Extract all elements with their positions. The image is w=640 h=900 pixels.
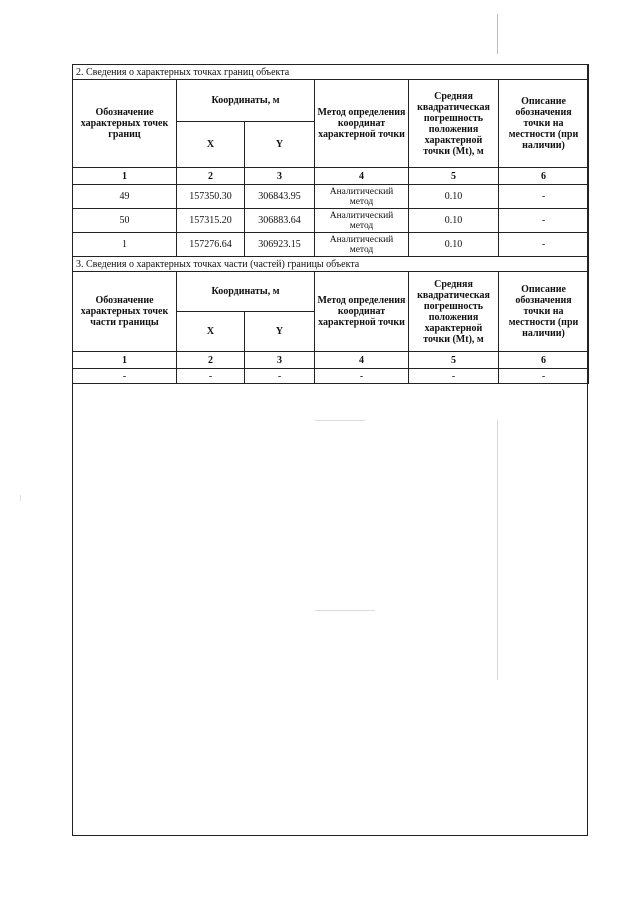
- table-row: [73, 209, 589, 233]
- coord-y: 306923.15: [245, 233, 315, 257]
- header-description: Описание обозначения точки на местности (при наличии): [499, 272, 589, 352]
- header-designation: Обозначение характерных точек части границы: [73, 272, 177, 352]
- header-x: X: [177, 312, 245, 352]
- scan-artifact: [20, 495, 21, 501]
- error: 0.10: [409, 185, 499, 209]
- col-number: 4: [315, 352, 409, 369]
- col-number: 2: [177, 352, 245, 369]
- header-method: Метод определения координат характерной точки: [315, 80, 409, 168]
- scan-artifact: [497, 420, 498, 680]
- method: Аналитический метод: [315, 233, 409, 257]
- point-id: -: [73, 369, 177, 384]
- col-number: 3: [245, 168, 315, 185]
- table-row: [73, 233, 589, 257]
- boundary-points-table: [72, 64, 589, 257]
- description: -: [499, 209, 589, 233]
- boundary-part-points-table: [72, 256, 589, 384]
- col-number: 5: [409, 352, 499, 369]
- header-error: Средняя квадратическая погрешность положения характерной точки (Mt), м: [409, 80, 499, 168]
- point-id: 49: [73, 185, 177, 209]
- header-x: X: [177, 122, 245, 168]
- col-number: 3: [245, 352, 315, 369]
- scan-artifact: [497, 14, 498, 54]
- error: 0.10: [409, 209, 499, 233]
- method: Аналитический метод: [315, 185, 409, 209]
- col-number: 4: [315, 168, 409, 185]
- error: 0.10: [409, 233, 499, 257]
- col-number: 6: [499, 168, 589, 185]
- header-coords: Координаты, м: [177, 272, 315, 312]
- description: -: [499, 369, 589, 384]
- header-coords: Координаты, м: [177, 80, 315, 122]
- point-id: 50: [73, 209, 177, 233]
- scan-artifact: [315, 610, 375, 611]
- section-title: 3. Сведения о характерных точках части (частей) границы объекта: [73, 257, 589, 272]
- col-number: 2: [177, 168, 245, 185]
- header-error: Средняя квадратическая погрешность положения характерной точки (Mt), м: [409, 272, 499, 352]
- coord-y: 306883.64: [245, 209, 315, 233]
- coord-x: 157276.64: [177, 233, 245, 257]
- header-method: Метод определения координат характерной точки: [315, 272, 409, 352]
- method: Аналитический метод: [315, 209, 409, 233]
- header-y: Y: [245, 312, 315, 352]
- col-number: 5: [409, 168, 499, 185]
- method: -: [315, 369, 409, 384]
- error: -: [409, 369, 499, 384]
- coord-x: 157350.30: [177, 185, 245, 209]
- table-row: [73, 185, 589, 209]
- description: -: [499, 185, 589, 209]
- col-number: 1: [73, 168, 177, 185]
- coord-y: 306843.95: [245, 185, 315, 209]
- table-row: [73, 369, 589, 384]
- header-designation: Обозначение характерных точек границ: [73, 80, 177, 168]
- scan-artifact: [315, 420, 365, 421]
- description: -: [499, 233, 589, 257]
- coord-x: 157315.20: [177, 209, 245, 233]
- col-number: 1: [73, 352, 177, 369]
- header-description: Описание обозначения точки на местности (при наличии): [499, 80, 589, 168]
- col-number: 6: [499, 352, 589, 369]
- coord-y: -: [245, 369, 315, 384]
- section-title: 2. Сведения о характерных точках границ объекта: [73, 65, 589, 80]
- header-y: Y: [245, 122, 315, 168]
- coord-x: -: [177, 369, 245, 384]
- point-id: 1: [73, 233, 177, 257]
